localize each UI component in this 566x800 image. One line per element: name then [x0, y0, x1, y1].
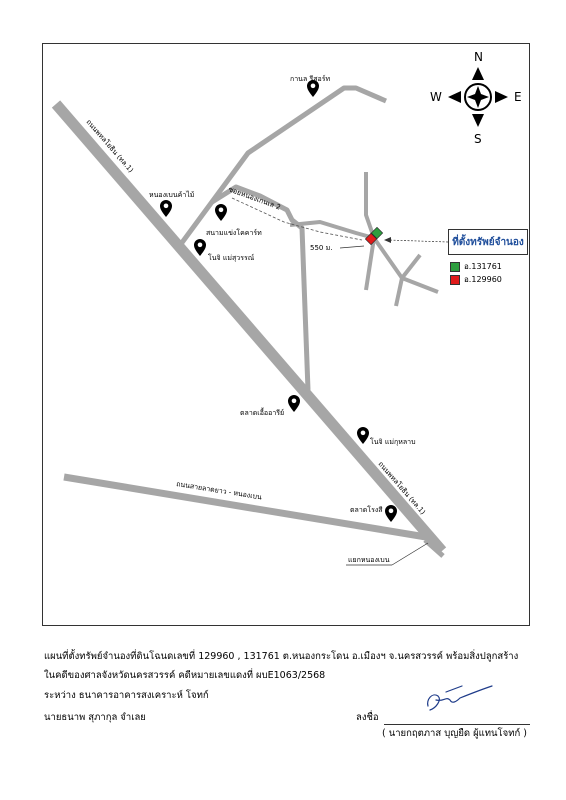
soi-road — [212, 187, 308, 390]
compass-star — [467, 86, 489, 108]
highway-label-upper: ถนนพหลโยธิน (ทล.1) — [84, 118, 135, 175]
distance-arrow — [340, 246, 364, 248]
map-pin-icon — [288, 395, 300, 412]
legend-swatch-red — [450, 275, 460, 285]
footer-line-2: ในคดีของศาลจังหวัดนครสวรรค์ คดีหมายเลขแดงที่ ผบE1063/2568 — [44, 670, 326, 681]
compass-east-arrow — [495, 91, 508, 103]
signer-name: ( นายกฤตภาส บุญยืด ผู้แทนโจทก์ ) — [382, 728, 527, 739]
footer-line-1: แผนที่ตั้งทรัพย์จำนองที่ดินโฉนดเลขที่ 129960 , 131761 ต.หนองกระโดน อ.เมืองฯ จ.นครสวรรค์ พร้อมสิ่งปลูกสร้าง — [44, 651, 519, 662]
legend-pointer-arrowhead — [384, 237, 391, 243]
junction-pointer — [392, 543, 428, 565]
place-label: สนามแข่งโคคาร์ท — [206, 229, 262, 237]
compass-e: E — [514, 90, 522, 104]
compass-north-arrow — [472, 67, 484, 80]
roads — [56, 88, 443, 556]
legend-item-red — [450, 273, 502, 286]
map-pin-icon — [357, 427, 369, 444]
soi-label: ซอยหนองเกนเล 2 — [227, 185, 282, 212]
signature-line — [384, 724, 530, 725]
east-road-3 — [402, 255, 420, 278]
map-pin-icon — [215, 204, 227, 221]
compass-s: S — [474, 132, 482, 146]
legend-title: ที่ตั้งทรัพย์จำนอง — [452, 236, 524, 248]
signature — [428, 686, 492, 710]
map-pin-icon — [160, 200, 172, 217]
compass-west-arrow — [448, 91, 461, 103]
compass-south-arrow — [472, 114, 484, 127]
side-road-label: ถนนสายลาดยาว - หนองเบน — [175, 480, 263, 502]
map-pin-icon — [194, 239, 206, 256]
map-pin-icon — [385, 505, 397, 522]
compass-rose — [430, 50, 522, 146]
legend-label: อ.129960 — [464, 275, 502, 284]
east-road — [366, 238, 374, 290]
footer-line-3: ระหว่าง ธนาคารอาคารสงเคราะห์ โจทก์ — [44, 690, 209, 701]
legend-box — [448, 229, 528, 255]
footer-line-4: นายธนาพ สุภากุล จำเลย — [44, 712, 146, 723]
place-label: ตลาดโรงสี — [350, 506, 383, 514]
place-label: โนจิ แม่สุวรรณ์ — [208, 254, 255, 262]
road-to-resort — [178, 88, 386, 248]
east-road-4 — [396, 278, 402, 306]
sign-label: ลงชื่อ — [356, 712, 379, 723]
legend-pointer — [388, 240, 448, 242]
place-label: โนจิ แม่กุหลาบ — [370, 438, 416, 446]
legend-item-green — [450, 260, 502, 273]
northeast-road — [366, 172, 374, 238]
place-label: หนองเบนค้าไม้ — [149, 191, 195, 199]
legend-swatch-green — [450, 262, 460, 272]
distance-label: 550 ม. — [310, 244, 333, 252]
compass-w: W — [430, 90, 442, 104]
place-label: กานล รีสอร์ท — [290, 75, 331, 83]
place-label: ตลาดเอื้ออารีย์ — [240, 409, 285, 417]
highway-label-lower: ถนนพหลโยธิน (ทล.1) — [376, 460, 427, 517]
legend-label: อ.131761 — [464, 262, 502, 271]
junction-label: แยกหนองเบน — [348, 556, 390, 564]
compass-n: N — [474, 50, 483, 64]
east-road-2 — [374, 238, 438, 292]
